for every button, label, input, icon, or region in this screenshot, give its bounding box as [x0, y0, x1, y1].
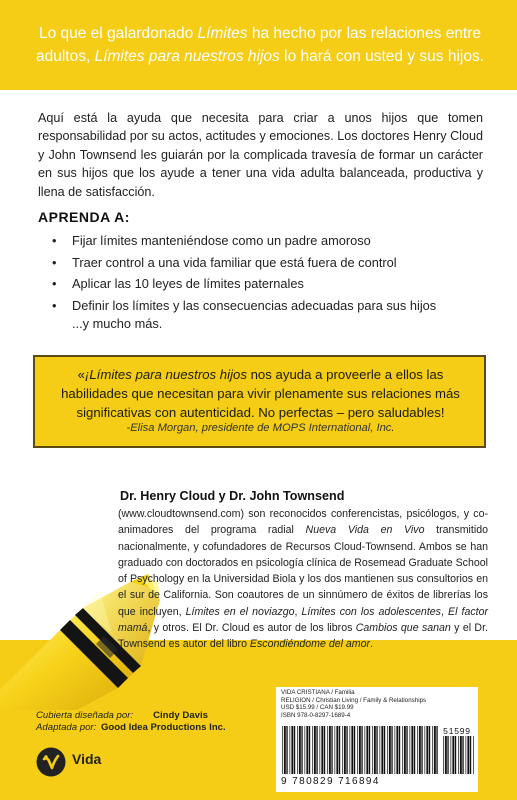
- barcode-bar: [467, 736, 469, 774]
- bullet-icon: •: [52, 276, 57, 292]
- barcode-bar: [359, 726, 361, 774]
- barcode-bar: [361, 726, 362, 774]
- barcode-bar: [374, 726, 376, 774]
- barcode-bar: [286, 726, 287, 774]
- barcode-bar: [365, 726, 366, 774]
- aprenda-list: [52, 230, 492, 316]
- barcode-bar: [312, 726, 313, 774]
- barcode-bar: [447, 736, 448, 774]
- barcode-bar: [342, 726, 343, 774]
- barcode-bar: [305, 726, 306, 774]
- barcode-bar: [372, 726, 373, 774]
- barcode-bar: [339, 726, 340, 774]
- barcode-bar: [331, 726, 332, 774]
- barcode-bar: [426, 726, 428, 774]
- barcode-bar: [299, 726, 301, 774]
- publisher-name: Vida: [72, 751, 102, 767]
- list-item: • Fijar límites manteniéndose como un padre amoroso: [52, 230, 492, 252]
- barcode-bar: [327, 726, 328, 774]
- barcode-bar: [443, 736, 444, 774]
- barcode-bar: [432, 726, 433, 774]
- isbn-barcode: [281, 726, 439, 774]
- list-item: • Definir los límites y las consecuencias adecuadas para sus hijos: [52, 295, 492, 317]
- barcode-bar: [284, 726, 286, 774]
- barcode-bar: [350, 726, 351, 774]
- barcode-bar: [429, 726, 430, 774]
- barcode-bar: [414, 726, 415, 774]
- credit-adapt: Adaptada por: Good Idea Productions Inc.: [36, 722, 226, 733]
- tagline: Lo que el galardonado Límites ha hecho por las relaciones entre adultos, Límites para nuestros hijos lo hará con usted y sus hijos.: [35, 25, 485, 65]
- barcode-bar: [419, 726, 421, 774]
- bullet-icon: •: [52, 297, 57, 313]
- barcode-bar: [470, 736, 471, 774]
- barcode-bar: [381, 726, 383, 774]
- category-block: VIDA CRISTIANA / Familia RELIGION / Christian Living / Family & Relationships USD $15.99 / CAN $19.99 ISBN 978-0-8297-1689-4: [281, 689, 427, 719]
- barcode-bar: [402, 726, 403, 774]
- barcode-bar: [421, 726, 422, 774]
- credit-design: Cubierta diseñada por: Cindy Davis: [36, 710, 208, 721]
- aprenda-more: ...y mucho más.: [72, 316, 163, 331]
- barcode-bar: [466, 736, 467, 774]
- barcode-bar: [380, 726, 381, 774]
- price-addon-number: 51599: [443, 726, 471, 736]
- barcode-bar: [387, 726, 388, 774]
- barcode-bar: [357, 726, 358, 774]
- barcode-bar: [316, 726, 317, 774]
- barcode-bar: [344, 726, 346, 774]
- endorsement-quote: «¡Límites para nuestros hijos nos ayuda a proveerle a ellos las habilidades que necesitan para vivir plenamente sus relaciones más significativas con autenticidad. No perfectas – pero saludables!: [61, 367, 460, 420]
- barcode-bar: [290, 726, 291, 774]
- bullet-icon: •: [52, 254, 57, 270]
- barcode-bar: [404, 726, 406, 774]
- barcode-bar: [399, 726, 400, 774]
- barcode-bar: [410, 726, 411, 774]
- barcode-bar: [282, 726, 283, 774]
- barcode-bar: [335, 726, 336, 774]
- price-addon-barcode: [442, 736, 476, 774]
- barcode-bar: [366, 726, 368, 774]
- barcode-bar: [460, 736, 462, 774]
- aprenda-heading: APRENDA A:: [38, 209, 130, 225]
- barcode-bar: [417, 726, 418, 774]
- intro-paragraph: Aquí está la ayuda que necesita para criar a unos hijos que tomen responsabilidad por su actos, actitudes y emociones. Los doctores Henry Cloud y John Townsend les guiarán por la complicada travesía de formar un carácter en sus hijos que los ayude a tener una vida adulta balanceada, productiva y llena de satisfacción.: [38, 111, 483, 199]
- barcode-bar: [395, 726, 396, 774]
- barcode-bar: [445, 736, 447, 774]
- barcode-bar: [455, 736, 456, 774]
- barcode-bar: [411, 726, 413, 774]
- isbn-digits: 9 780829 716894: [281, 776, 380, 787]
- barcode-bar: [451, 736, 452, 774]
- vida-logo-icon: [36, 747, 66, 777]
- barcode-bar: [389, 726, 391, 774]
- bullet-icon: •: [52, 233, 57, 248]
- barcode-bar: [321, 726, 323, 774]
- barcode-bar: [329, 726, 331, 774]
- barcode-bar: [314, 726, 316, 774]
- barcode-bar: [336, 726, 338, 774]
- barcode-bar: [369, 726, 370, 774]
- barcode-bar: [294, 726, 295, 774]
- list-item: • Aplicar las 10 leyes de límites paternales: [52, 273, 492, 295]
- barcode-bar: [346, 726, 347, 774]
- endorsement-box: [33, 355, 486, 448]
- barcode-bar: [306, 726, 308, 774]
- barcode-bar: [462, 736, 463, 774]
- barcode-bar: [434, 726, 436, 774]
- list-item: • Traer control a una vida familiar que está fuera de control: [52, 252, 492, 274]
- barcode-bar: [425, 726, 426, 774]
- endorsement-attribution: -Elisa Morgan, presidente de MOPS International, Inc.: [126, 422, 395, 434]
- barcode-bar: [391, 726, 392, 774]
- barcode-bar: [301, 726, 302, 774]
- barcode-bar: [376, 726, 377, 774]
- barcode-bar: [320, 726, 321, 774]
- barcode-bar: [458, 736, 459, 774]
- barcode-bar: [291, 726, 293, 774]
- barcode-bar: [384, 726, 385, 774]
- barcode-bar: [309, 726, 310, 774]
- barcode-bar: [406, 726, 407, 774]
- book-title-limites: Límites: [197, 25, 248, 42]
- authors-bio: (www.cloudtownsend.com) son reconocidos conferencistas, psicólogos, y co-animadores del programa radial Nueva Vida en Vivo transmitido nacionalmente, y cofundadores de Recursos Cloud-Townsend. Ambos se han graduado con doctorados en psicología clínica de Rosemead Graduate School of Psychology en la Universidad Biola y los dos mantienen sus consultorios en el sur de California. Son coautores de un sinnúmero de éxitos de librerías los que incluyen, Límites en el noviazgo, Límites con los adolescentes, El factor mamá, y otros. El Dr. Cloud es autor de los libros Cambios que sanan y el Dr. Townsend es autor del libro Escondiéndome del amor.: [118, 508, 488, 651]
- barcode-bar: [324, 726, 325, 774]
- barcode-bar: [396, 726, 398, 774]
- top-yellow-band: [0, 0, 517, 90]
- barcode-bar: [473, 736, 474, 774]
- barcode-bar: [297, 726, 298, 774]
- book-title-limites-hijos: Límites para nuestros hijos: [94, 48, 280, 65]
- barcode-bar: [351, 726, 353, 774]
- barcode-bar: [354, 726, 355, 774]
- authors-heading: Dr. Henry Cloud y Dr. John Townsend: [120, 489, 345, 503]
- barcode-bar: [452, 736, 454, 774]
- cover-credits: [36, 710, 226, 734]
